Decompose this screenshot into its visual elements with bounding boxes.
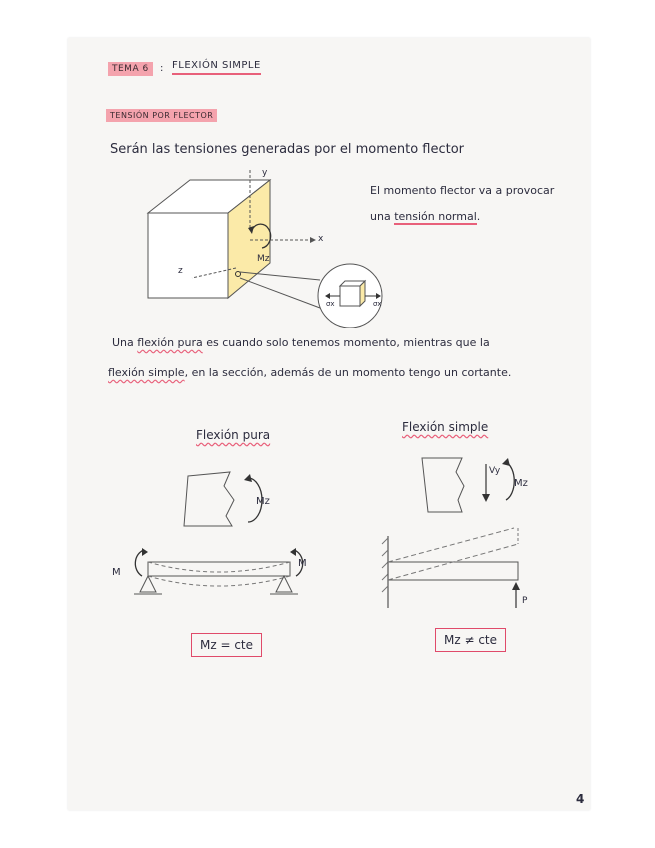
simple-load-label: P bbox=[522, 596, 528, 606]
definition-line-1 bbox=[112, 336, 490, 349]
x-axis-label: x bbox=[318, 234, 324, 244]
note-emphasis: tensión normal bbox=[394, 210, 477, 223]
section-figure bbox=[140, 168, 400, 328]
intro-text: Serán las tensiones generadas por el momento flector bbox=[110, 142, 465, 157]
note-line-2-prefix: una bbox=[370, 210, 395, 223]
z-axis-label: z bbox=[178, 266, 183, 276]
definition-suffix: es cuando solo tenemos momento, mientras que la bbox=[202, 336, 490, 349]
pura-result-box bbox=[191, 633, 262, 657]
simple-cantilever-diagram bbox=[378, 516, 528, 616]
simple-section-sketch bbox=[418, 452, 528, 520]
y-axis-label: y bbox=[262, 168, 268, 178]
tema-tag bbox=[108, 62, 153, 76]
pura-title: Flexión pura bbox=[196, 428, 271, 442]
sigma-right-label: σx bbox=[373, 300, 382, 308]
definition-line-2-suffix: , en la sección, además de un momento tengo un cortante. bbox=[184, 366, 512, 379]
definition-line-2 bbox=[108, 366, 511, 379]
flexion-simple-term: flexión simple bbox=[108, 366, 185, 379]
note-line-2-suffix: . bbox=[476, 210, 481, 223]
pura-moment-label: Mz bbox=[256, 496, 270, 507]
simple-title: Flexión simple bbox=[402, 420, 489, 434]
flexion-pura-term: flexión pura bbox=[137, 336, 203, 349]
definition-prefix: Una bbox=[112, 336, 138, 349]
simple-result-box bbox=[435, 628, 506, 652]
pura-beam-diagram bbox=[118, 548, 308, 622]
simple-result: Mz ≠ cte bbox=[444, 633, 498, 647]
section-heading: TENSIÓN POR FLECTOR bbox=[110, 111, 214, 120]
sigma-left-label: σx bbox=[326, 300, 335, 308]
note-line-2 bbox=[370, 210, 480, 223]
header-separator: : bbox=[160, 63, 164, 74]
pura-right-moment: M bbox=[298, 558, 307, 569]
simple-shear-label: Vy bbox=[489, 466, 501, 476]
section-heading-tag bbox=[106, 109, 217, 122]
tema-label: TEMA 6 bbox=[112, 64, 149, 74]
pura-left-moment: M bbox=[112, 567, 121, 578]
page-number: 4 bbox=[576, 792, 585, 806]
block-front bbox=[148, 213, 228, 298]
simple-moment-label: Mz bbox=[514, 478, 528, 489]
pura-result: Mz = cte bbox=[200, 638, 254, 652]
note-line-1: El momento flector va a provocar bbox=[370, 184, 555, 197]
moment-label: Mz bbox=[257, 254, 270, 264]
page-title: FLEXIÓN SIMPLE bbox=[172, 60, 261, 75]
